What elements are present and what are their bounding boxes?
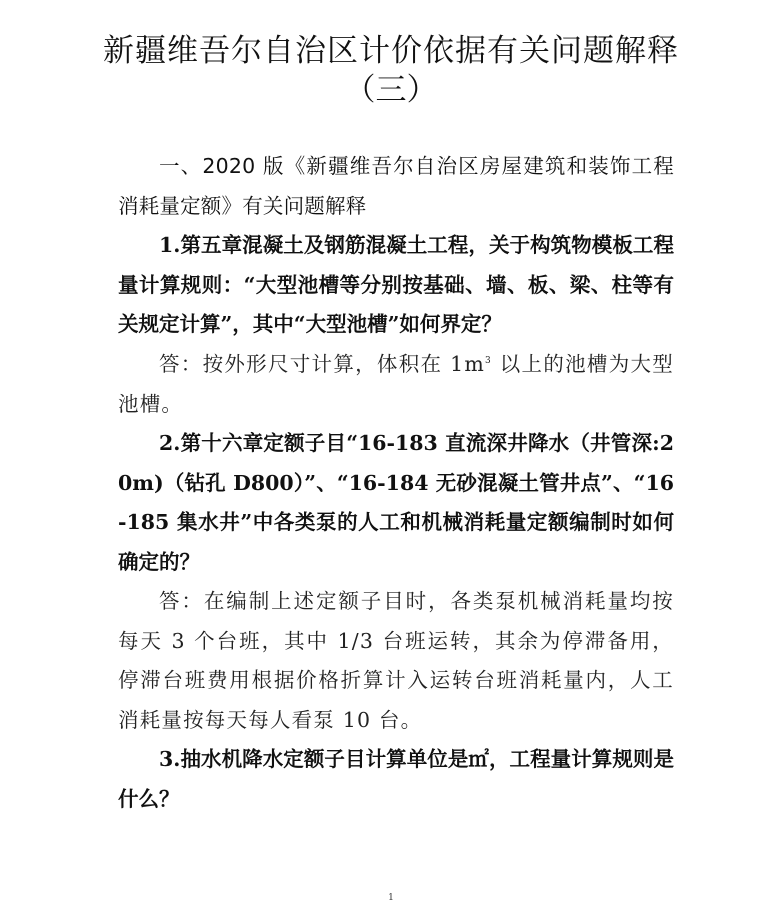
- document-title: 新疆维吾尔自治区计价依据有关问题解释: [103, 33, 679, 69]
- question-2: 2.第十六章定额子目“16-183 直流深井降水（井管深:20m)（钻孔 D800）”、“16-184 无砂混凝土管井点”、“16-185 集水井”中各类泵的人工和机械消耗量定额编制时如何确定的？: [118, 431, 674, 574]
- page-number: 1: [388, 893, 394, 903]
- answer-1-text: 答：按外形尺寸计算，体积在 1m: [159, 352, 485, 376]
- answer-1-text-rest: 以上的池槽为大型池槽。: [118, 352, 674, 416]
- document-title-subtitle: （三）: [344, 72, 438, 108]
- answer-1: [118, 345, 674, 424]
- cubic-superscript: 3: [485, 356, 492, 367]
- question-3: 3.抽水机降水定额子目计算单位是㎡，工程量计算规则是什么？: [118, 747, 674, 811]
- answer-2: 答：在编制上述定额子目时，各类泵机械消耗量均按每天 3 个台班，其中 1/3 台班运转，其余为停滞备用，停滞台班费用根据价格折算计入运转台班消耗量内，人工消耗量按每天每人看泵 10 台。: [118, 589, 674, 732]
- question-1: 1.第五章混凝土及钢筋混凝土工程，关于构筑物模板工程量计算规则：“大型池槽等分别按基础、墙、板、梁、柱等有关规定计算”，其中“大型池槽”如何界定？: [118, 233, 674, 336]
- section-heading: 一、2020 版《新疆维吾尔自治区房屋建筑和装饰工程消耗量定额》有关问题解释: [118, 154, 674, 218]
